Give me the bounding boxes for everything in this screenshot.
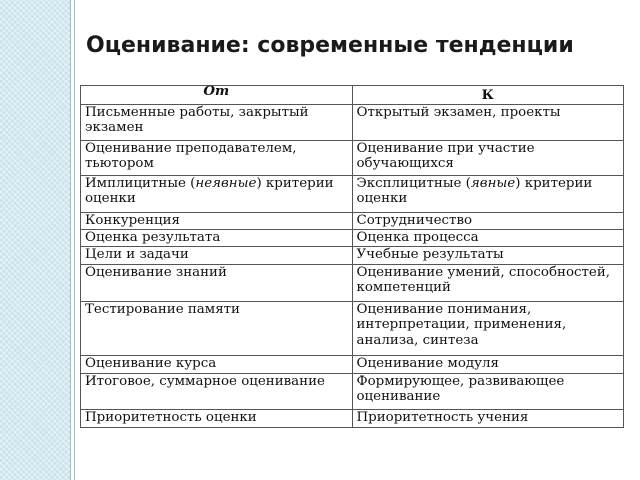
table-header-row (81, 86, 624, 105)
cell-from: Итоговое, суммарное оценивание (81, 373, 353, 409)
cell-from: Письменные работы, закрытый экзамен (81, 104, 353, 140)
cell-to: Оценивание модуля (352, 355, 624, 373)
cell-to: Учебные результаты (352, 246, 624, 264)
cell-from: Оценивание знаний (81, 264, 353, 301)
cell-from: Цели и задачи (81, 246, 353, 264)
header-to-label: К (481, 87, 494, 103)
cell-to: Оценка процесса (352, 229, 624, 246)
table-row (81, 140, 624, 175)
cell-from: Тестирование памяти (81, 301, 353, 355)
strip-border-line (70, 0, 71, 480)
strip-border-line (74, 0, 75, 480)
cell-to: Сотрудничество (352, 212, 624, 229)
header-from-label: От (203, 83, 230, 99)
cell-from: Конкуренция (81, 212, 353, 229)
cell-emphasis: явные (470, 175, 516, 191)
table-row (81, 175, 624, 212)
cell-to: Оценивание при участие обучающихся (352, 140, 624, 175)
header-cell-from (81, 83, 353, 105)
table-row (81, 301, 624, 355)
cell-to: Оценивание умений, способностей, компетенций (352, 264, 624, 301)
table-row (81, 373, 624, 409)
cell-to: Формирующее, развивающее оценивание (352, 373, 624, 409)
cell-text: ) критерии оценки (356, 175, 593, 206)
cell-to: Оценивание понимания, интерпретации, применения, анализа, синтеза (352, 301, 624, 355)
cell-from: Приоритетность оценки (81, 409, 353, 427)
cell-from (81, 175, 353, 212)
decorative-side-strip (0, 0, 70, 480)
table-row (81, 229, 624, 246)
cell-text: Эксплицитные ( (356, 175, 471, 191)
table-row (81, 409, 624, 427)
table-row (81, 212, 624, 229)
table-row (81, 104, 624, 140)
cell-to: Приоритетность учения (352, 409, 624, 427)
comparison-table (80, 85, 624, 428)
table-row (81, 246, 624, 264)
table-row (81, 264, 624, 301)
cell-from: Оценивание преподавателем, тьютором (81, 140, 353, 175)
cell-from: Оценивание курса (81, 355, 353, 373)
cell-to: Открытый экзамен, проекты (352, 104, 624, 140)
header-cell-to (352, 86, 624, 105)
table-row (81, 355, 624, 373)
cell-from: Оценка результата (81, 229, 353, 246)
cell-emphasis: неявные (195, 175, 257, 191)
slide-title: Оценивание: современные тенденции (86, 33, 574, 58)
cell-text: Имплицитные ( (85, 175, 196, 191)
cell-text: ) критерии оценки (85, 175, 334, 206)
cell-to (352, 175, 624, 212)
